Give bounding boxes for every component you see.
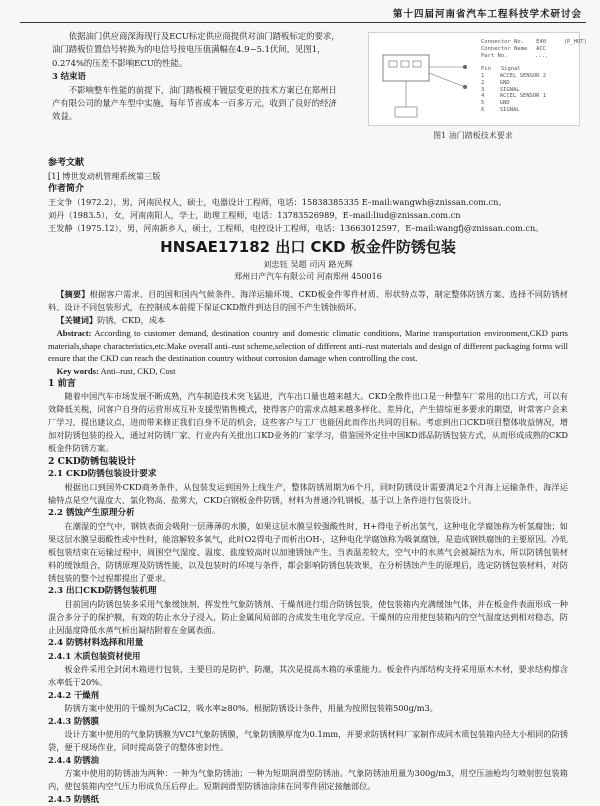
reference-item: [1] 博世发动机管理系统第三版 bbox=[48, 171, 161, 181]
abstract-en: According to customer demand, destination country and domestic climatic conditions, Marine transportation environment,CKD parts materials,shape characteristics,etc.Make overall anti–rust scheme,selection of different anti–rust materials and design of different packaging forms will ensure that the CKD can reach the destination country without corrosion damage when controlling the cost. bbox=[48, 328, 568, 364]
article-authors: 刘忠钰 吴超 司丙 路光辉 bbox=[263, 259, 353, 269]
section-heading: 2.3 出口CKD防锈包装机理 bbox=[48, 586, 157, 597]
left-paragraph: 依据油门供应商深海现行及ECU标定供应商提供对油门踏板标定的要求，油门踏板位置信号转换为的电信号按电压值满幅在4.9~5.1伏间，见图1，0.274%的压差不影响ECU的性能。 bbox=[52, 31, 340, 68]
section-heading: 2.4.3 防锈膜 bbox=[48, 716, 99, 727]
section-heading: 2.2 锈蚀产生原理分析 bbox=[48, 508, 135, 519]
article-body bbox=[48, 288, 568, 806]
section-paragraph: 方案中使用的防锈油为两种：一种为气象防锈油；一种为短期润滑型防锈油。气象防锈油用量为300g/m3，用空压油枪均匀喷射腔包装箱内，使包装箱内空气压力形成负压后停止。短期润滑型防锈油涂抹在同零件固定接触部位。 bbox=[48, 768, 568, 792]
keywords-label: 【关键词】 bbox=[56, 315, 98, 325]
figure-caption: 图1 油门踏板技术要求 bbox=[433, 131, 513, 140]
references-section bbox=[48, 157, 568, 235]
article-title: HNSAE17182 出口 CKD 板金件防锈包装 bbox=[160, 238, 456, 256]
section-heading: 2 CKD防锈包装设计 bbox=[48, 456, 136, 468]
figure-1 bbox=[368, 32, 587, 141]
section-heading: 2.4.4 防锈油 bbox=[48, 755, 99, 766]
conclusion-paragraph: 不影响整车性能的前提下，油门踏板模干镀层变更的技术方案已在郑州日产有限公司的量产车型中实施，每年节省成本一百多万元，收到了良好的经济效益。 bbox=[52, 84, 337, 122]
connector-diagram bbox=[375, 37, 475, 123]
section-heading: 2.4 防锈材料选择和用量 bbox=[48, 638, 144, 649]
article-affiliation: 郑州日产汽车有限公司 河南郑州 450016 bbox=[234, 272, 382, 281]
author-bio: 王发静（1975.12），男，河南新乡人，硕士，工程师，电控设计工程师，电话：13663012597，E–mail:wangfj@znissan.com.cn。 bbox=[48, 223, 544, 233]
section-heading: 2.4.1 木质包装资材使用 bbox=[48, 651, 141, 662]
keywords-en: Anti–rust, CKD, Cost bbox=[100, 365, 176, 376]
header-rule bbox=[20, 22, 586, 23]
left-column bbox=[52, 30, 342, 124]
section-heading: 2.4.5 防锈纸 bbox=[48, 794, 99, 805]
figure-table-text: Connector No. E40 (P_HOT) Connector Name ACC Part No. .... Pin Signal 1 ACCEL SENSOR 2 2 GND 3 SIGNAL 4 ACCEL SENSOR 1 5 GND 6 SIGNAL bbox=[481, 39, 587, 113]
abstract-en-label: Abstract: bbox=[56, 328, 92, 338]
section-paragraph: 板金件采用全封闭木箱进行包装，主要目的是防护、防潮，其次是提高木箱的承重能力。板金件内部结构支持采用原木木材，要求结构撑含水率低于20%。 bbox=[48, 664, 568, 688]
section-heading: 2.1 CKD防锈包装设计要求 bbox=[48, 469, 157, 480]
keywords-en-label: Key words: bbox=[56, 365, 99, 376]
section-paragraph: 根据出口到国外CKD商务条件，从包装发运到国外上线生产，整体防锈周期为6个月，同时防锈设计需要满足2个月海上运输条件，海洋运输特点是空气温度大、氯化物高、盐雾大，CKD白钢板金件防锈，材料为普通冷轧钢板，基于以上条件进行包装设计。 bbox=[48, 482, 568, 506]
section-heading: 1 前言 bbox=[48, 378, 76, 390]
references-heading: 参考文献 bbox=[48, 158, 85, 168]
author-bio: 刘丹（1983.5），女，河南南阳人，学士，助理工程师，电话：13783526989，E–mail:liud@znissan.com.cn bbox=[48, 210, 461, 220]
section-paragraph: 随着中国汽车市场发展不断成熟，汽车制造技术突飞猛进，汽车出口量也越来越大。CKD全散件出口是一种整车厂常用的出口方式，可以有效降低关税，同客户自身的运营形成互补支援型销售模式，使得客户的需求点越来越多样化、差异化，产生错综更多要求的期望，时常客户会来厂学习，提出建议点，进而带来修正我们自身不足的机会，这些客户与工厂也能因此而作出共同的目标。考虑到出口CKD项目整体收益情况，增加对防锈包装的投入，通过对防锈厂家、行业内有关批出口KD业务的厂家学习，借鉴国外定往中国KD部品防锈包装方式，从而形成成熟的CKD板金件防锈方案。 bbox=[48, 391, 568, 454]
section-paragraph: 设计方案中使用的气象防锈膜为VCI气象防锈膜，气象防锈膜厚度为0.1mm，并要求防锈材料厂家制作成同木质包装箱内径大小相同的防锈袋，便于现场作业，同时提高袋子的整体密封性。 bbox=[48, 729, 568, 753]
section-heading: 2.4.2 干燥剂 bbox=[48, 690, 99, 701]
abstract-label: 【摘要】 bbox=[56, 289, 90, 299]
article-sections bbox=[48, 377, 568, 806]
section-paragraph: 目前国内防锈包装多采用气象缓蚀剂、挥发性气象防锈剂、干燥剂进行组合防锈包装，使包装箱内充满缓蚀气体，并在板金件表面形成一种混合多分子的保护膜，有效的防止水分子浸入，防止金属间局部的合成发生电化学反应。干燥剂的应用使包装箱内的空气湿度达到相对稳态，防止因温度降低水蒸气析出凝结附着在金属表面。 bbox=[48, 599, 568, 636]
section-paragraph: 防锈方案中使用的干燥剂为CaCl2，吸水率≥80%。根据防锈设计条件，用量为按照包装箱500g/m3。 bbox=[64, 703, 438, 714]
author-bio-heading: 作者简介 bbox=[48, 184, 85, 194]
section-paragraph: 在潮湿的空气中，钢铁表面会吸附一层薄薄的水膜，如果这层水膜呈较强酸性时，H+得电子析出氢气，这种电化学腐蚀称为析氢腐蚀；如果这层水膜呈弱酸性或中性时，能溶解较多氧气，此时O2得电子而析出OH-，这种电化学腐蚀称为吸氧腐蚀，是造成钢铁腐蚀的主要原因。冷轧板包装结束在运输过程中，周围空气湿度、温度、盐度较高时以加速锈蚀产生。当表温差较大，空气中的水蒸气会被凝结为水，所以防锈包装材料的缓蚀组合，防锈原理及防锈性能，以及包装时的环境与条件，都会影响防锈包装效果，在分析锈蚀产生的原理后，选定防锈包装材料，对防锈包装的整个过程都提出了要求。 bbox=[48, 521, 568, 584]
figure-image bbox=[368, 32, 587, 126]
keywords-cn: 防锈，CKD，成本 bbox=[97, 315, 166, 325]
running-header: 第十四届河南省汽车工程科技学术研讨会 bbox=[392, 9, 582, 20]
conclusion-heading: 3 结束语 bbox=[52, 71, 86, 82]
author-bio: 王文争（1972.2），男，河南民权人，硕士，电器设计工程师，电话：15838385335 E–mail:wangwh@znissan.com.cn。 bbox=[48, 197, 507, 207]
abstract-cn: 根据客户需求、目的国和国内气候条件、海洋运输环境、CKD板金件零件材质、形状特点等，制定整体防锈方案、选择不同防锈材料、设计不同包装形式，在控制成本前提下保证CKD散件到达目的国不产生锈蚀损坏。 bbox=[48, 289, 568, 312]
